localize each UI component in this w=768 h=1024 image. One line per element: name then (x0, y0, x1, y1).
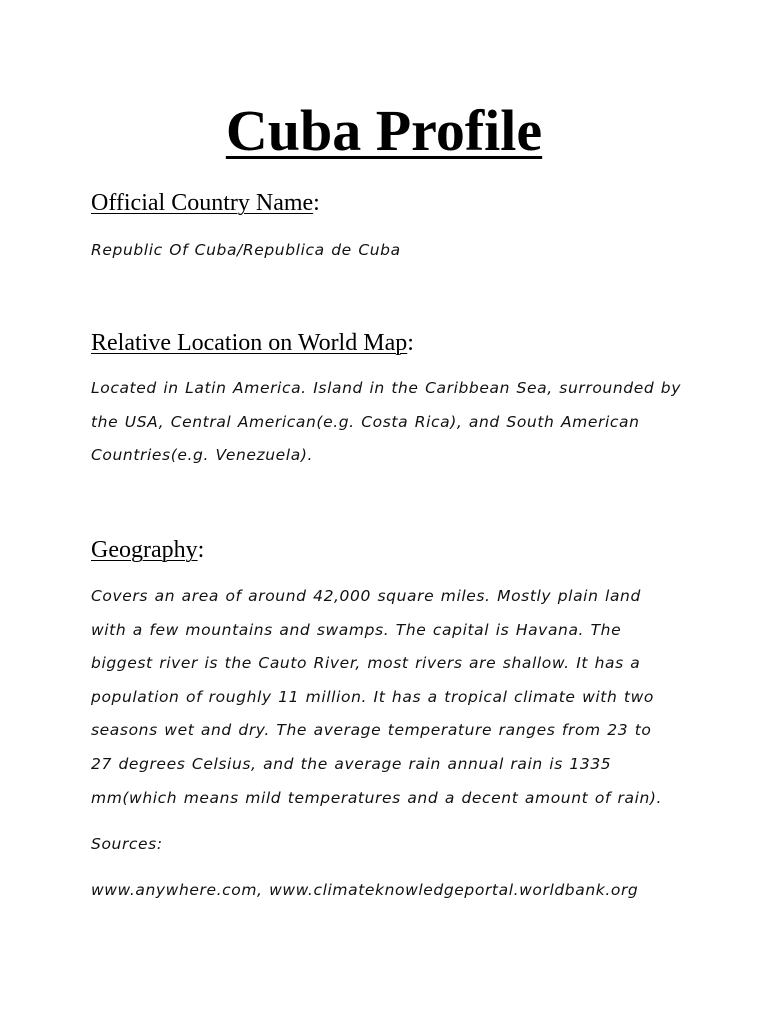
location-line: the USA, Central American(e.g. Costa Rica), and South American (91, 412, 640, 431)
page-title-text: Cuba Profile (225, 98, 543, 163)
location-heading-text: Relative Location on World Map (91, 330, 408, 356)
geography-line: biggest river is the Cauto River, most rivers are shallow. It has a (91, 654, 641, 673)
sources-text: www.anywhere.com, www.climateknowledgeportal.worldbank.org (91, 881, 639, 899)
geography-line: Covers an area of around 42,000 square miles. Mostly plain land (91, 587, 641, 605)
location-heading-colon: : (407, 330, 414, 356)
official-name-heading-colon: : (313, 190, 320, 216)
location-paragraph (91, 372, 691, 473)
geography-line: with a few mountains and swamps. The capital is Havana. The (91, 620, 622, 639)
location-line: Located in Latin America. Island in the Caribbean Sea, surrounded by (91, 379, 682, 397)
geography-heading-text: Geography (91, 537, 198, 563)
official-name-text: Republic Of Cuba/Republica de Cuba (91, 241, 401, 259)
official-name-heading (91, 188, 320, 218)
official-name-heading-text: Official Country Name (91, 190, 314, 216)
geography-paragraph (91, 580, 691, 815)
page-title (0, 96, 768, 166)
location-heading (91, 328, 414, 358)
sources-label: Sources: (91, 835, 163, 853)
geography-heading (91, 535, 204, 565)
geography-line: mm(which means mild temperatures and a decent amount of rain). (91, 788, 663, 807)
geography-heading-colon: : (197, 537, 205, 563)
geography-line: seasons wet and dry. The average temperature ranges from 23 to (91, 721, 652, 740)
geography-line: population of roughly 11 million. It has a tropical climate with two (91, 687, 654, 706)
location-line: Countries(e.g. Venezuela). (91, 446, 313, 465)
geography-line: 27 degrees Celsius, and the average rain annual rain is 1335 (91, 754, 612, 773)
